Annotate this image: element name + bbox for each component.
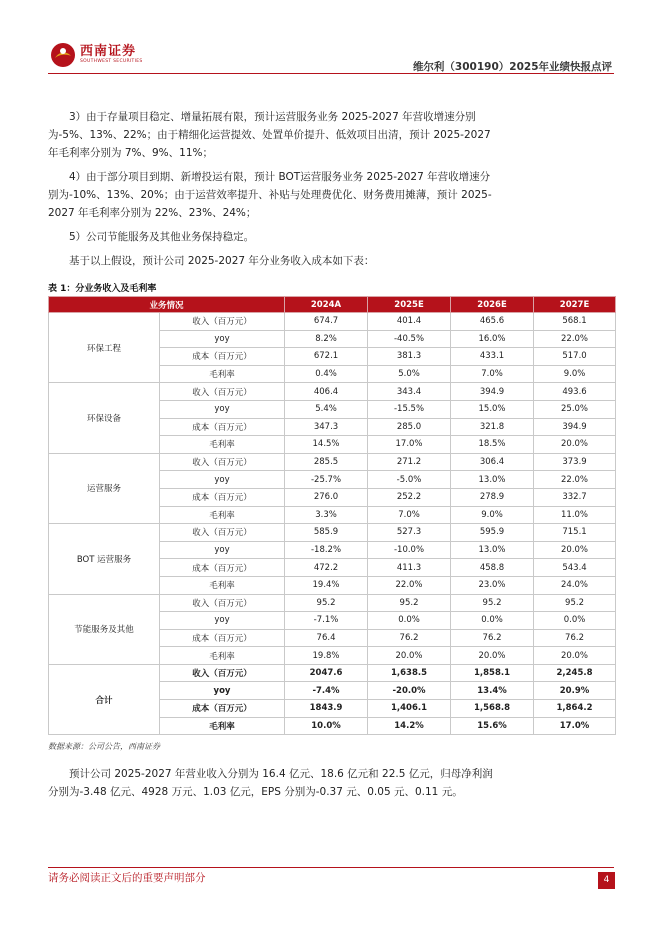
business-forecast-table [48,296,616,735]
metric-label: 毛利率 [160,717,285,735]
value-cell: 433.1 [451,348,534,366]
metric-label: 收入（百万元） [160,383,285,401]
value-cell: 406.4 [285,383,368,401]
footer-divider [48,867,614,868]
value-cell: 306.4 [451,453,534,471]
value-cell: 20.0% [534,647,616,665]
value-cell: 472.2 [285,559,368,577]
assumption-paragraph-5 [48,228,494,246]
value-cell: -10.0% [368,541,451,559]
value-cell: 14.5% [285,436,368,454]
value-cell: -15.5% [368,400,451,418]
brand-logo [50,42,143,68]
value-cell: 1,858.1 [451,664,534,682]
value-cell: -18.2% [285,541,368,559]
report-title: 维尔利（300190）2025年业绩快报点评 [412,61,612,73]
table-header-row [49,297,616,313]
segment-name: 合计 [49,664,160,734]
value-cell: 15.6% [451,717,534,735]
value-cell: 24.0% [534,576,616,594]
value-cell: 19.4% [285,576,368,594]
value-cell: 22.0% [368,576,451,594]
table-row [49,453,616,471]
value-cell: -20.0% [368,682,451,700]
metric-label: 收入（百万元） [160,453,285,471]
metric-label: 成本（百万元） [160,488,285,506]
value-cell: 13.4% [451,682,534,700]
segment-name: BOT 运营服务 [49,524,160,594]
value-cell: 7.0% [451,365,534,383]
metric-label: 收入（百万元） [160,524,285,542]
column-header: 2025E [368,297,451,313]
table-row [49,524,616,542]
segment-name: 运营服务 [49,453,160,523]
value-cell: 5.0% [368,365,451,383]
value-cell: 401.4 [368,313,451,331]
value-cell: 76.4 [285,629,368,647]
value-cell: 543.4 [534,559,616,577]
segment-name: 环保工程 [49,313,160,383]
metric-label: 毛利率 [160,647,285,665]
value-cell: 0.0% [451,612,534,630]
value-cell: 9.0% [451,506,534,524]
value-cell: 595.9 [451,524,534,542]
metric-label: 成本（百万元） [160,348,285,366]
table-intro-paragraph [48,252,494,270]
value-cell: 1,406.1 [368,700,451,718]
value-cell: 17.0% [534,717,616,735]
metric-label: yoy [160,330,285,348]
metric-label: 成本（百万元） [160,418,285,436]
value-cell: 13.0% [451,541,534,559]
value-cell: 1843.9 [285,700,368,718]
column-header: 2024A [285,297,368,313]
value-cell: 343.4 [368,383,451,401]
value-cell: 285.0 [368,418,451,436]
value-cell: -25.7% [285,471,368,489]
column-header: 业务情况 [49,297,285,313]
value-cell: 76.2 [368,629,451,647]
brand-wordmark [80,45,143,65]
value-cell: 2047.6 [285,664,368,682]
value-cell: 14.2% [368,717,451,735]
value-cell: -7.4% [285,682,368,700]
value-cell: 19.8% [285,647,368,665]
value-cell: 95.2 [534,594,616,612]
value-cell: 2,245.8 [534,664,616,682]
column-header: 2027E [534,297,616,313]
value-cell: 7.0% [368,506,451,524]
value-cell: 347.3 [285,418,368,436]
value-cell: 1,638.5 [368,664,451,682]
assumption-text-5: 5）公司节能服务及其他业务保持稳定。 [69,231,255,243]
value-cell: 517.0 [534,348,616,366]
value-cell: 252.2 [368,488,451,506]
assumption-text-4: 4）由于部分项目到期、新增投运有限，预计 BOT运营服务业务 2025-2027 年营收增速分别为-10%、13%、20%；由于运营效率提升、补贴与处理费优化、财务费用摊薄，预计 2025-2027 年毛利率分别为 22%、23%、24%； [48,171,492,219]
value-cell: -40.5% [368,330,451,348]
metric-label: 收入（百万元） [160,664,285,682]
metric-label: 收入（百万元） [160,313,285,331]
value-cell: 13.0% [451,471,534,489]
value-cell: 381.3 [368,348,451,366]
metric-label: 毛利率 [160,365,285,383]
value-cell: 465.6 [451,313,534,331]
metric-label: 毛利率 [160,436,285,454]
value-cell: 5.4% [285,400,368,418]
value-cell: 568.1 [534,313,616,331]
value-cell: 0.4% [285,365,368,383]
value-cell: 95.2 [368,594,451,612]
assumption-paragraph-4 [48,168,494,222]
value-cell: 76.2 [534,629,616,647]
value-cell: 22.0% [534,471,616,489]
value-cell: 321.8 [451,418,534,436]
brand-name-cn: 西南证券 [80,44,137,59]
header-divider [48,73,614,74]
value-cell: 3.3% [285,506,368,524]
segment-name: 环保设备 [49,383,160,453]
value-cell: 585.9 [285,524,368,542]
table-row [49,594,616,612]
table-caption: 表 1：分业务收入及毛利率 [48,284,157,294]
value-cell: 0.0% [368,612,451,630]
value-cell: 95.2 [451,594,534,612]
value-cell: 278.9 [451,488,534,506]
value-cell: 9.0% [534,365,616,383]
value-cell: 20.0% [368,647,451,665]
value-cell: 715.1 [534,524,616,542]
value-cell: 15.0% [451,400,534,418]
value-cell: 276.0 [285,488,368,506]
metric-label: yoy [160,612,285,630]
value-cell: 527.3 [368,524,451,542]
value-cell: -7.1% [285,612,368,630]
value-cell: 458.8 [451,559,534,577]
value-cell: 23.0% [451,576,534,594]
page-header [0,0,662,78]
value-cell: 76.2 [451,629,534,647]
brand-name-en: SOUTHWEST SECURITIES [80,59,143,64]
metric-label: yoy [160,400,285,418]
disclaimer-note: 请务必阅读正文后的重要声明部分 [48,872,206,884]
table-row [49,313,616,331]
value-cell: 10.0% [285,717,368,735]
value-cell: 0.0% [534,612,616,630]
value-cell: 394.9 [451,383,534,401]
value-cell: 11.0% [534,506,616,524]
summary-text: 预计公司 2025-2027 年营业收入分别为 16.4 亿元、18.6 亿元和 22.5 亿元，归母净利润分别为-3.48 亿元、4928 万元、1.03 亿元，EPS 分别为-0.37 元、0.05 元、0.11 元。 [48,768,493,798]
table-body [49,313,616,735]
metric-label: 成本（百万元） [160,559,285,577]
value-cell: 18.5% [451,436,534,454]
data-source-note: 数据来源：公司公告，西南证券 [48,742,160,751]
value-cell: -5.0% [368,471,451,489]
metric-label: 成本（百万元） [160,700,285,718]
value-cell: 20.0% [534,541,616,559]
value-cell: 493.6 [534,383,616,401]
page-number: 4 [598,872,615,889]
value-cell: 16.0% [451,330,534,348]
metric-label: 毛利率 [160,576,285,594]
table-row [49,383,616,401]
value-cell: 20.9% [534,682,616,700]
value-cell: 394.9 [534,418,616,436]
value-cell: 20.0% [451,647,534,665]
value-cell: 674.7 [285,313,368,331]
value-cell: 1,864.2 [534,700,616,718]
assumption-paragraph-3 [48,108,494,162]
metric-label: yoy [160,682,285,700]
metric-label: 收入（百万元） [160,594,285,612]
summary-paragraph [48,765,494,801]
value-cell: 1,568.8 [451,700,534,718]
value-cell: 411.3 [368,559,451,577]
metric-label: 毛利率 [160,506,285,524]
value-cell: 22.0% [534,330,616,348]
metric-label: yoy [160,471,285,489]
value-cell: 271.2 [368,453,451,471]
column-header: 2026E [451,297,534,313]
brand-emblem-icon [50,42,76,68]
value-cell: 17.0% [368,436,451,454]
metric-label: yoy [160,541,285,559]
value-cell: 8.2% [285,330,368,348]
value-cell: 25.0% [534,400,616,418]
value-cell: 20.0% [534,436,616,454]
value-cell: 373.9 [534,453,616,471]
segment-name: 节能服务及其他 [49,594,160,664]
assumption-text-3: 3）由于存量项目稳定、增量拓展有限，预计运营服务业务 2025-2027 年营收增速分别为-5%、13%、22%；由于精细化运营提效、处置单价提升、低效项目出清，预计 2025-2027 年毛利率分别为 7%、9%、11%； [48,111,491,159]
value-cell: 285.5 [285,453,368,471]
value-cell: 95.2 [285,594,368,612]
value-cell: 332.7 [534,488,616,506]
value-cell: 672.1 [285,348,368,366]
metric-label: 成本（百万元） [160,629,285,647]
table-intro-text: 基于以上假设，预计公司 2025-2027 年分业务收入成本如下表： [69,255,375,267]
table-row [49,664,616,682]
